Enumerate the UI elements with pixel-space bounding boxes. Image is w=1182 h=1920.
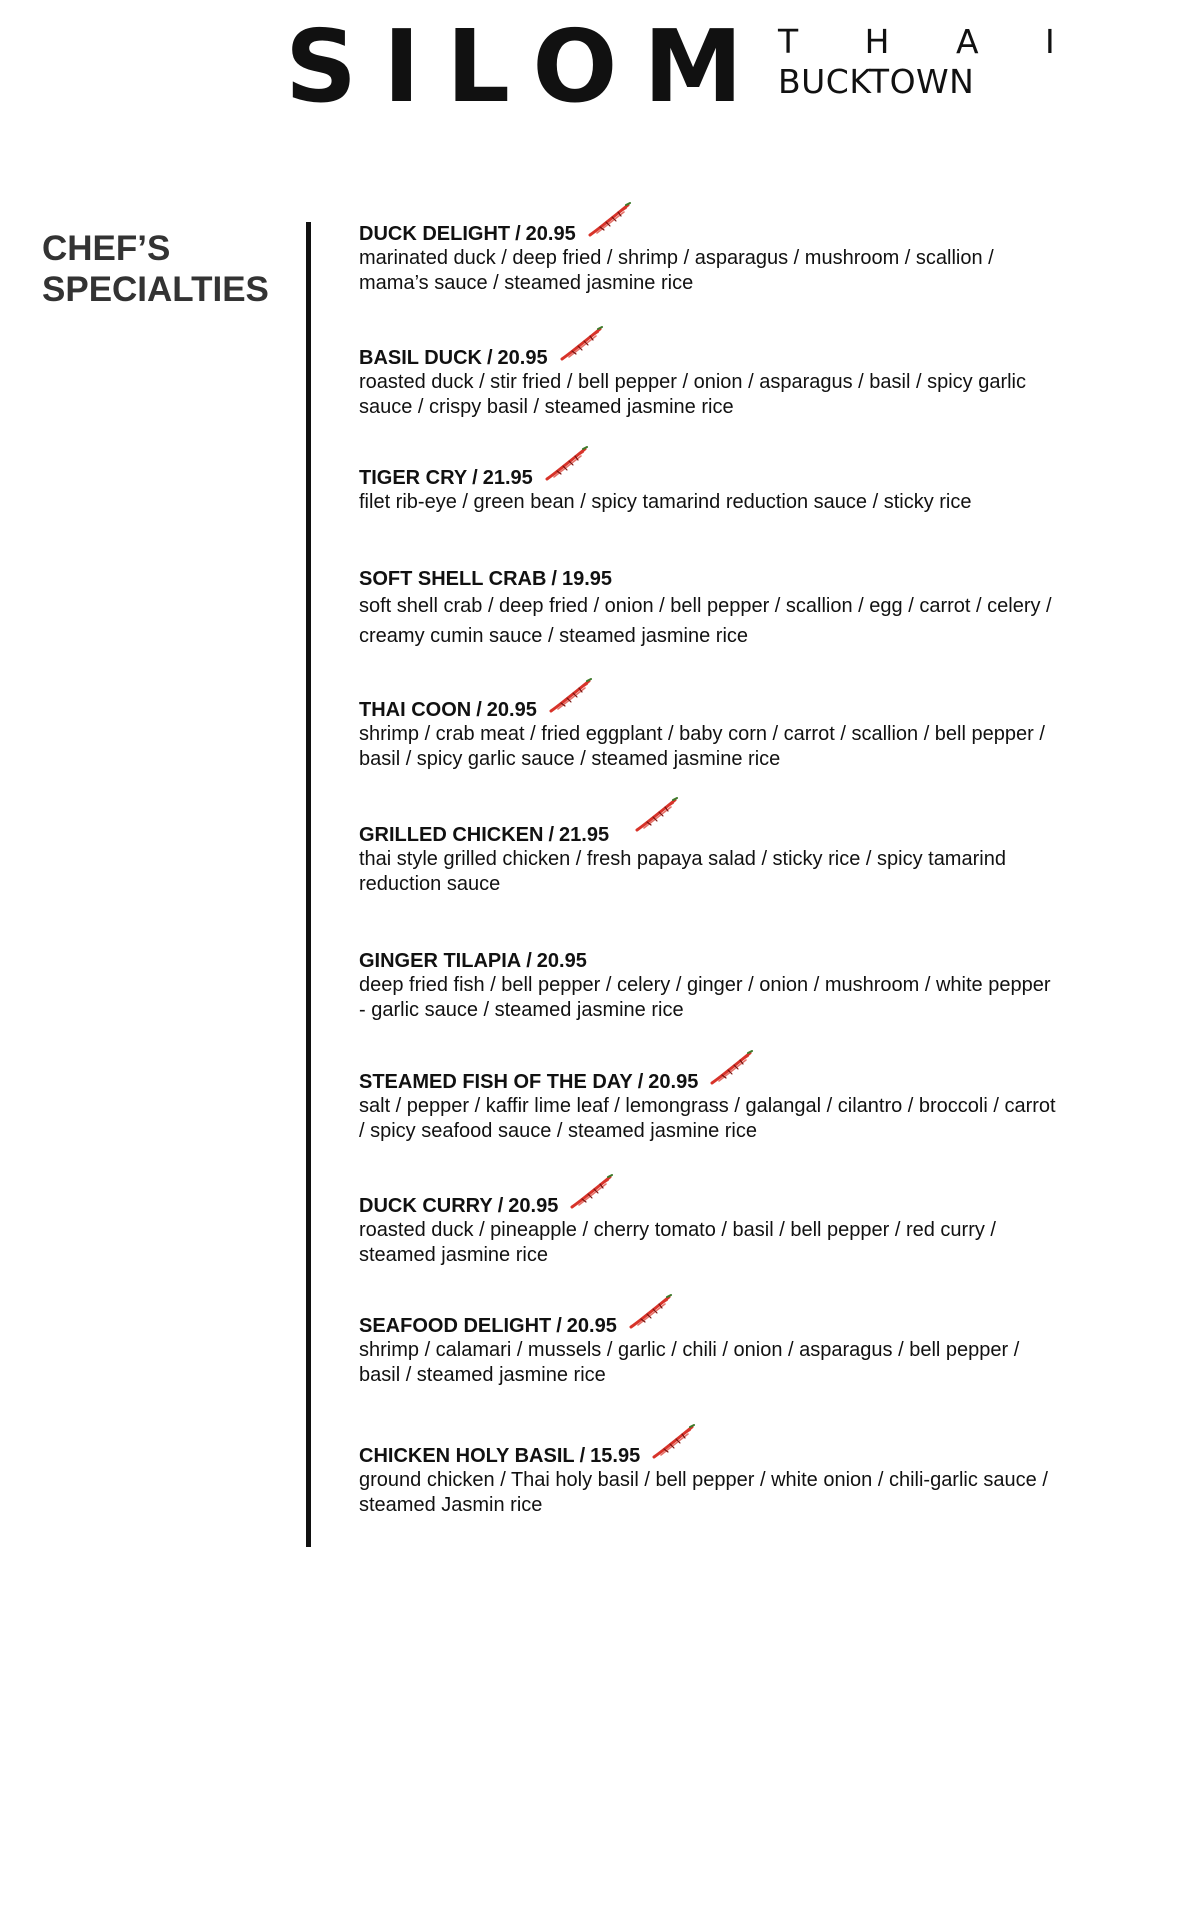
menu-item-thai-coon	[359, 696, 1059, 772]
price-separator: /	[476, 699, 482, 721]
chili-pepper-icon	[568, 1174, 614, 1210]
section-title-line2: SPECIALTIES	[42, 270, 269, 309]
menu-item-name: DUCK DELIGHT	[359, 223, 511, 245]
price-separator: /	[486, 347, 493, 369]
menu-item-price: 19.95	[561, 568, 613, 590]
menu-item-header	[359, 1312, 1059, 1338]
menu-item-chicken-holy-basil	[359, 1442, 1059, 1518]
menu-item-header	[359, 344, 1059, 370]
menu-item-duck-curry	[359, 1192, 1059, 1268]
price-separator: /	[472, 467, 478, 489]
menu-item-header	[359, 220, 1059, 246]
menu-item-price: 20.95	[497, 347, 548, 369]
menu-item-header	[359, 1192, 1059, 1218]
price-separator: /	[556, 1315, 562, 1337]
menu-item-description: marinated duck / deep fried / shrimp / asparagus / mushroom / scallion / mama’s sauce / steamed jasmine rice	[359, 247, 994, 294]
menu-item-description: deep fried fish / bell pepper / celery / ginger / onion / mushroom / white pepper - garlic sauce / steamed jasmine rice	[359, 974, 1051, 1021]
price-separator: /	[515, 223, 521, 245]
menu-item-name: SEAFOOD DELIGHT	[359, 1315, 552, 1337]
price-separator: /	[551, 568, 557, 590]
price-separator: /	[579, 1445, 586, 1467]
menu-item-soft-shell-crab	[359, 565, 1059, 651]
menu-item-description: soft shell crab / deep fried / onion / bell pepper / scallion / egg / carrot / celery / creamy cumin sauce / steamed jasmine rice	[359, 595, 1052, 647]
menu-item-tiger-cry	[359, 464, 1059, 515]
menu-item-price: 20.95	[648, 1071, 699, 1093]
brand-header	[0, 0, 1182, 130]
menu-item-name: SOFT SHELL CRAB	[359, 568, 547, 590]
menu-item-header	[359, 821, 1059, 847]
menu-item-header	[359, 1068, 1059, 1094]
section-title	[42, 228, 292, 310]
menu-item-description: shrimp / calamari / mussels / garlic / chili / onion / asparagus / bell pepper / basil / steamed jasmine rice	[359, 1339, 1020, 1386]
menu-item-name: GRILLED CHICKEN	[359, 824, 544, 846]
chili-pepper-icon	[650, 1424, 696, 1460]
menu-item-price: 20.95	[536, 950, 587, 972]
menu-item-price: 20.95	[566, 1315, 617, 1337]
price-separator: /	[497, 1195, 504, 1217]
menu-item-description: roasted duck / stir fried / bell pepper / onion / asparagus / basil / spicy garlic sauce / crispy basil / steamed jasmine rice	[359, 371, 1027, 418]
menu-item-header	[359, 1442, 1059, 1468]
menu-item-description: filet rib-eye / green bean / spicy tamarind reduction sauce / sticky rice	[359, 491, 972, 513]
menu-item-name: BASIL DUCK	[359, 347, 482, 369]
menu-item-price: 20.95	[486, 699, 537, 721]
section-divider	[306, 222, 311, 1547]
menu-item-header	[359, 464, 1059, 490]
menu-item-description: thai style grilled chicken / fresh papaya salad / sticky rice / spicy tamarind reduction sauce	[359, 848, 1006, 895]
chili-pepper-icon	[586, 202, 632, 238]
chili-pepper-icon	[708, 1050, 754, 1086]
chili-pepper-icon	[627, 1294, 673, 1330]
menu-item-price: 15.95	[590, 1445, 641, 1467]
menu-item-grilled-chicken	[359, 821, 1059, 897]
chili-pepper-icon	[547, 678, 593, 714]
menu-item-name: STEAMED FISH OF THE DAY	[359, 1071, 633, 1093]
brand-cuisine: T H A I	[778, 22, 1083, 61]
brand-name: SILOM	[285, 8, 769, 125]
menu-item-seafood-delight	[359, 1312, 1059, 1388]
menu-item-name: DUCK CURRY	[359, 1195, 493, 1217]
menu-item-price: 21.95	[482, 467, 533, 489]
brand-location: BUCKTOWN	[778, 62, 975, 101]
menu-item-name: TIGER CRY	[359, 467, 468, 489]
price-separator: /	[637, 1071, 644, 1093]
brand-subtitle	[778, 22, 1083, 102]
chili-pepper-icon	[633, 797, 679, 833]
menu-item-price: 21.95	[559, 824, 610, 846]
menu-item-name: THAI COON	[359, 699, 472, 721]
menu-item-description: roasted duck / pineapple / cherry tomato / basil / bell pepper / red curry / steamed jasmine rice	[359, 1219, 996, 1266]
menu-item-name: CHICKEN HOLY BASIL	[359, 1445, 575, 1467]
section-title-line1: CHEF’S	[42, 229, 171, 268]
menu-item-description: salt / pepper / kaffir lime leaf / lemongrass / galangal / cilantro / broccoli / carrot / spicy seafood sauce / steamed jasmine rice	[359, 1095, 1056, 1142]
chili-pepper-icon	[543, 446, 589, 482]
menu-item-steamed-fish	[359, 1068, 1059, 1144]
price-separator: /	[526, 950, 532, 972]
menu-item-price: 20.95	[525, 223, 576, 245]
menu-item-ginger-tilapia	[359, 947, 1059, 1023]
price-separator: /	[548, 824, 555, 846]
chili-pepper-icon	[558, 326, 604, 362]
menu-item-header	[359, 565, 1059, 591]
menu-item-basil-duck	[359, 344, 1059, 420]
menu-item-duck-delight	[359, 220, 1059, 296]
menu-item-header	[359, 696, 1059, 722]
menu-item-description: ground chicken / Thai holy basil / bell pepper / white onion / chili-garlic sauce / steamed Jasmin rice	[359, 1469, 1048, 1516]
menu-item-description: shrimp / crab meat / fried eggplant / baby corn / carrot / scallion / bell pepper / basil / spicy garlic sauce / steamed jasmine rice	[359, 723, 1045, 770]
menu-item-header	[359, 947, 1059, 973]
menu-item-name: GINGER TILAPIA	[359, 950, 522, 972]
menu-item-price: 20.95	[508, 1195, 559, 1217]
